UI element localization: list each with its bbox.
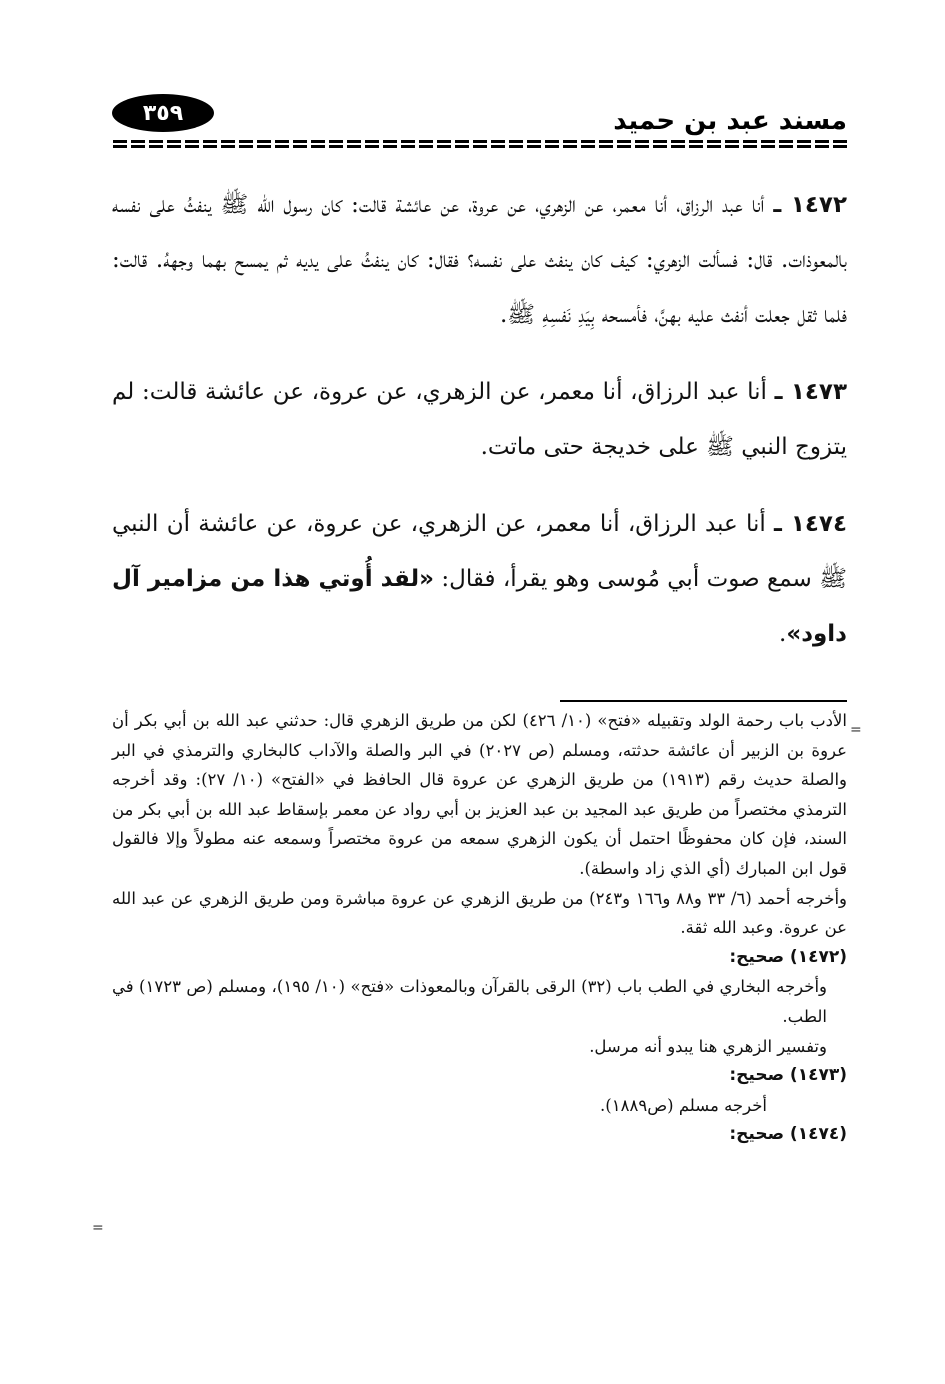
footnote-paragraph: الأدب باب رحمة الولد وتقبيله «فتح» (١٠/ ٤٢٦) لكن من طريق الزهري قال: حدثني عبد الله بن أبي بكر أن عروة بن الزبير أن عائشة حدثته، ومسلم (ص ٢٠٢٧) في البر والصلة والآداب كالبخاري والترمذي في البر والصلة حديث رقم (١٩١٣) من طريق الزهري عن عروة قال الحافظ في «الفتح» (١٠/ ٢٧): وقد أخرجه الترمذي مختصراً من طريق عبد المجيد بن عبد العزيز بن أبي رواد عن معمر بإسقاط عبد الله بن أبي بكر من السند، فإن كان محفوظًا احتمل أن يكون الزهري سمعه من عروة مختصراً وسمعه عنه مطولاً وإلا فالقول قول ابن المبارك (أي الذي زاد واسطة).	[112, 711, 847, 878]
footnote-heading: (١٤٧٣) صحيح:	[729, 1065, 847, 1086]
hadith-text: أنا عبد الرزاق، أنا معمر، عن الزهري، عن عروة، عن عائشة قالت: كان رسول اللّٰه ﷺ ينفثُ على نفسه بالمعوذات. قال: فسألت الزهري: كيف كان ينفث على نفسه؟ فقال: كان ينفثُ على يديه ثم يمسح بهما وجههُ. قالت: فلما ثقل جعلت أنفث عليه بهنَّ، فأمسحه بِيَدِ نَفسِهِ ﷺ.	[112, 192, 847, 328]
header-rule-line	[112, 140, 847, 143]
footnotes	[112, 706, 847, 1150]
footnote-paragraph: وأخرجه أحمد (٦/ ٣٣ و٨٨ و١٦٦ و٢٤٣) من طريق الزهري عن عروة مباشرة ومن طريق الزهري عن عبد الله عن عروة. وعبد الله ثقة.	[112, 888, 848, 938]
page-header	[112, 88, 847, 148]
hadith-1473	[112, 365, 847, 475]
footnote-separator	[560, 700, 847, 702]
margin-mark: =	[92, 1220, 104, 1236]
margin-mark: =	[850, 722, 862, 738]
footnote-heading: (١٤٧٤) صحيح:	[729, 1124, 847, 1145]
hadith-text: أنا عبد الرزاق، أنا معمر، عن الزهري، عن عروة، عن عائشة قالت: لم يتزوج النبي ﷺ على خديجة حتى ماتت.	[112, 379, 847, 460]
hadith-number: ١٤٧٢ ـ	[773, 192, 847, 218]
footnote-paragraph: وأخرجه البخاري في الطب باب (٣٢) الرقى بالقرآن وبالمعوذات «فتح» (١٠/ ١٩٥)، ومسلم (ص ١٧٢٣) في الطب.	[112, 977, 828, 1026]
hadith-1472	[112, 178, 847, 343]
footnote-paragraph: وتفسير الزهري هنا يبدو أنه مرسل.	[589, 1036, 827, 1056]
hadith-text: أنا عبد الرزاق، أنا معمر، عن الزهري، عن عروة، عن عائشة أن النبي ﷺ سمع صوت أبي مُوسى وهو يقرأ، فقال:	[112, 511, 847, 592]
main-text	[112, 178, 847, 684]
hadith-1474	[112, 497, 847, 662]
hadith-quote: «لقد أُوتي هذا من مزامير آل داود»	[112, 566, 847, 647]
footnote-heading: (١٤٧٢) صحيح:	[729, 946, 847, 967]
hadith-number: ١٤٧٣ ـ	[774, 379, 847, 405]
hadith-number: ١٤٧٤ ـ	[774, 511, 847, 537]
book-title: مسند عبد بن حميد	[613, 106, 847, 136]
hadith-tail: .	[779, 621, 787, 647]
header-rule	[112, 140, 847, 148]
page-number-badge	[112, 94, 214, 132]
footnote-paragraph: أخرجه مسلم (ص١٨٨٩).	[600, 1095, 767, 1115]
header-rule-line	[112, 145, 847, 148]
page-number: ٣٥٩	[123, 100, 203, 126]
